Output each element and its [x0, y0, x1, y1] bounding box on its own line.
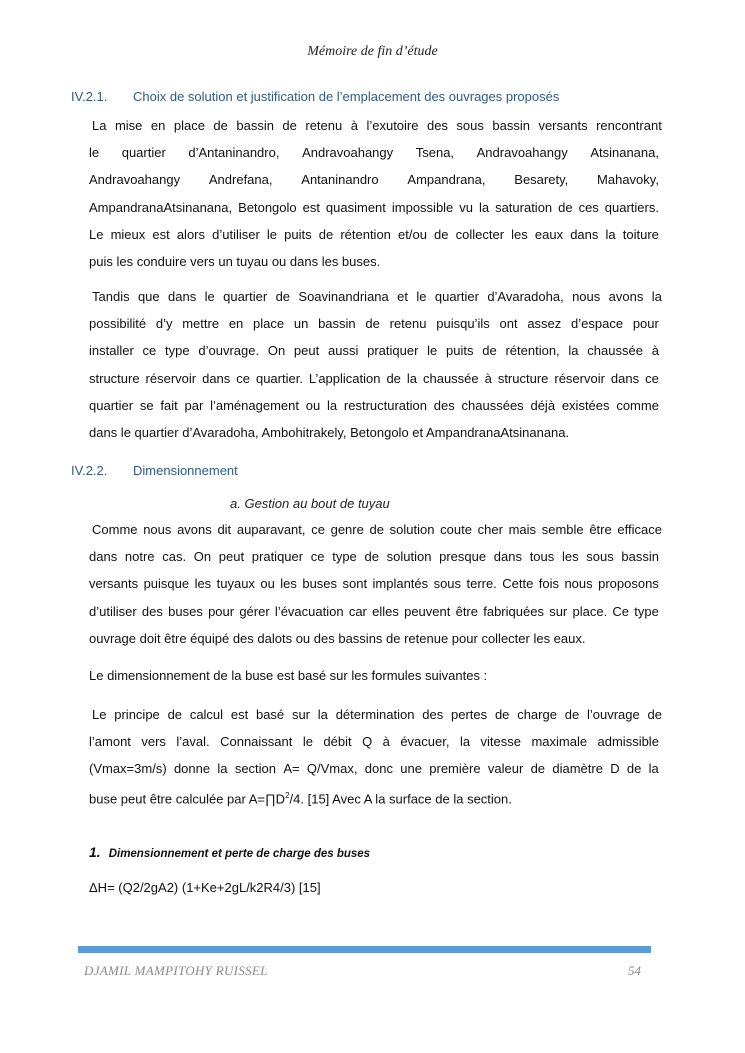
head-loss-formula: ΔH= (Q2/2gA2) (1+Ke+2gL/k2R4/3) [15]	[89, 880, 321, 895]
subsection-title: Dimensionnement et perte de charge des buses	[108, 848, 371, 860]
page-header-title: Mémoire de fin d’étude	[307, 44, 438, 59]
paragraph-line: La mise en place de bassin de retenu à l’exutoire des sous bassin versants rencontrant	[92, 118, 662, 133]
paragraph-line: structure réservoir dans ce quartier. L’application de la chaussée à structure réservoir dans ce	[89, 370, 659, 386]
paragraph-line: Comme nous avons dit auparavant, ce genre de solution coute cher mais semble être efficace	[92, 522, 662, 537]
paragraph-line: l’amont vers l’aval. Connaissant le débit Q à évacuer, la vitesse maximale admissible	[89, 734, 659, 750]
footer-author: DJAMIL MAMPITOHY RUISSEL	[84, 963, 268, 978]
paragraph-line: Le mieux est alors d’utiliser le puits de rétention et/ou de collecter les eaux dans la toiture	[89, 226, 659, 242]
paragraph-line: possibilité d’y mettre en place un bassin de retenu puisqu’ils ont assez d’espace pour	[89, 316, 659, 332]
paragraph-line: AmpandranaAtsinanana, Betongolo est quasiment impossible vu la saturation de ces quartiers.	[89, 199, 659, 215]
subsection-label: a.	[230, 496, 241, 511]
paragraph-line: installer ce type d’ouvrage. On peut aussi pratiquer le puits de rétention, la chaussée à	[89, 343, 659, 359]
subsection-1-heading	[89, 844, 370, 862]
subsection-a-heading	[230, 496, 390, 511]
section-number: IV.2.1.	[71, 89, 108, 104]
paragraph-line: puis les conduire vers un tuyau ou dans les buses.	[89, 254, 381, 269]
paragraph-line: quartier se fait par l’aménagement ou la restructuration des chaussées déjà existées comme	[89, 397, 659, 413]
paragraph-line: Le principe de calcul est basé sur la détermination des pertes de charge de l’ouvrage de	[92, 707, 662, 722]
paragraph-line: dans notre cas. On peut pratiquer ce type de solution presque dans tous les sous bassin	[89, 549, 659, 565]
paragraph-formulas-intro: Le dimensionnement de la buse est basé sur les formules suivantes :	[89, 668, 488, 683]
subsection-title: Gestion au bout de tuyau	[244, 496, 390, 511]
paragraph-line: dans le quartier d’Avaradoha, Ambohitrakely, Betongolo et AmpandranaAtsinanana.	[89, 425, 570, 440]
footer-rule	[78, 946, 651, 953]
paragraph-line: ouvrage doit être équipé des dalots ou des bassins de retenue pour collecter les eaux.	[89, 630, 586, 646]
section-heading-iv-2-2	[71, 463, 238, 478]
paragraph-line: (Vmax=3m/s) donne la section A= Q/Vmax, donc une première valeur de diamètre D de la	[89, 761, 659, 777]
section-heading-iv-2-1	[71, 89, 559, 104]
section-number: IV.2.2.	[71, 463, 108, 478]
paragraph-line: Andravoahangy Andrefana, Antaninandro Ampandrana, Besarety, Mahavoky,	[89, 172, 659, 188]
paragraph-line: versants puisque les tuyaux ou les buses sont implantés sous terre. Cette fois nous proposons	[89, 576, 659, 592]
subsection-number: 1.	[89, 844, 101, 860]
section-title: Dimensionnement	[133, 463, 238, 478]
paragraph-calculation-last-line: buse peut être calculée par $A=\prod D^2/4$. [15] Avec A la surface de la section.	[89, 791, 512, 807]
page-number: 54	[628, 963, 641, 978]
paragraph-line: d’utiliser des buses pour gérer l’évacuation car elles peuvent être fabriquées sur place. Ce type	[89, 603, 659, 619]
paragraph-line: Tandis que dans le quartier de Soavinandriana et le quartier d’Avaradoha, nous avons la	[92, 289, 662, 304]
section-title: Choix de solution et justification de l’emplacement des ouvrages proposés	[133, 89, 560, 104]
paragraph-line: le quartier d’Antaninandro, Andravoahangy Tsena, Andravoahangy Atsinanana,	[89, 145, 659, 161]
